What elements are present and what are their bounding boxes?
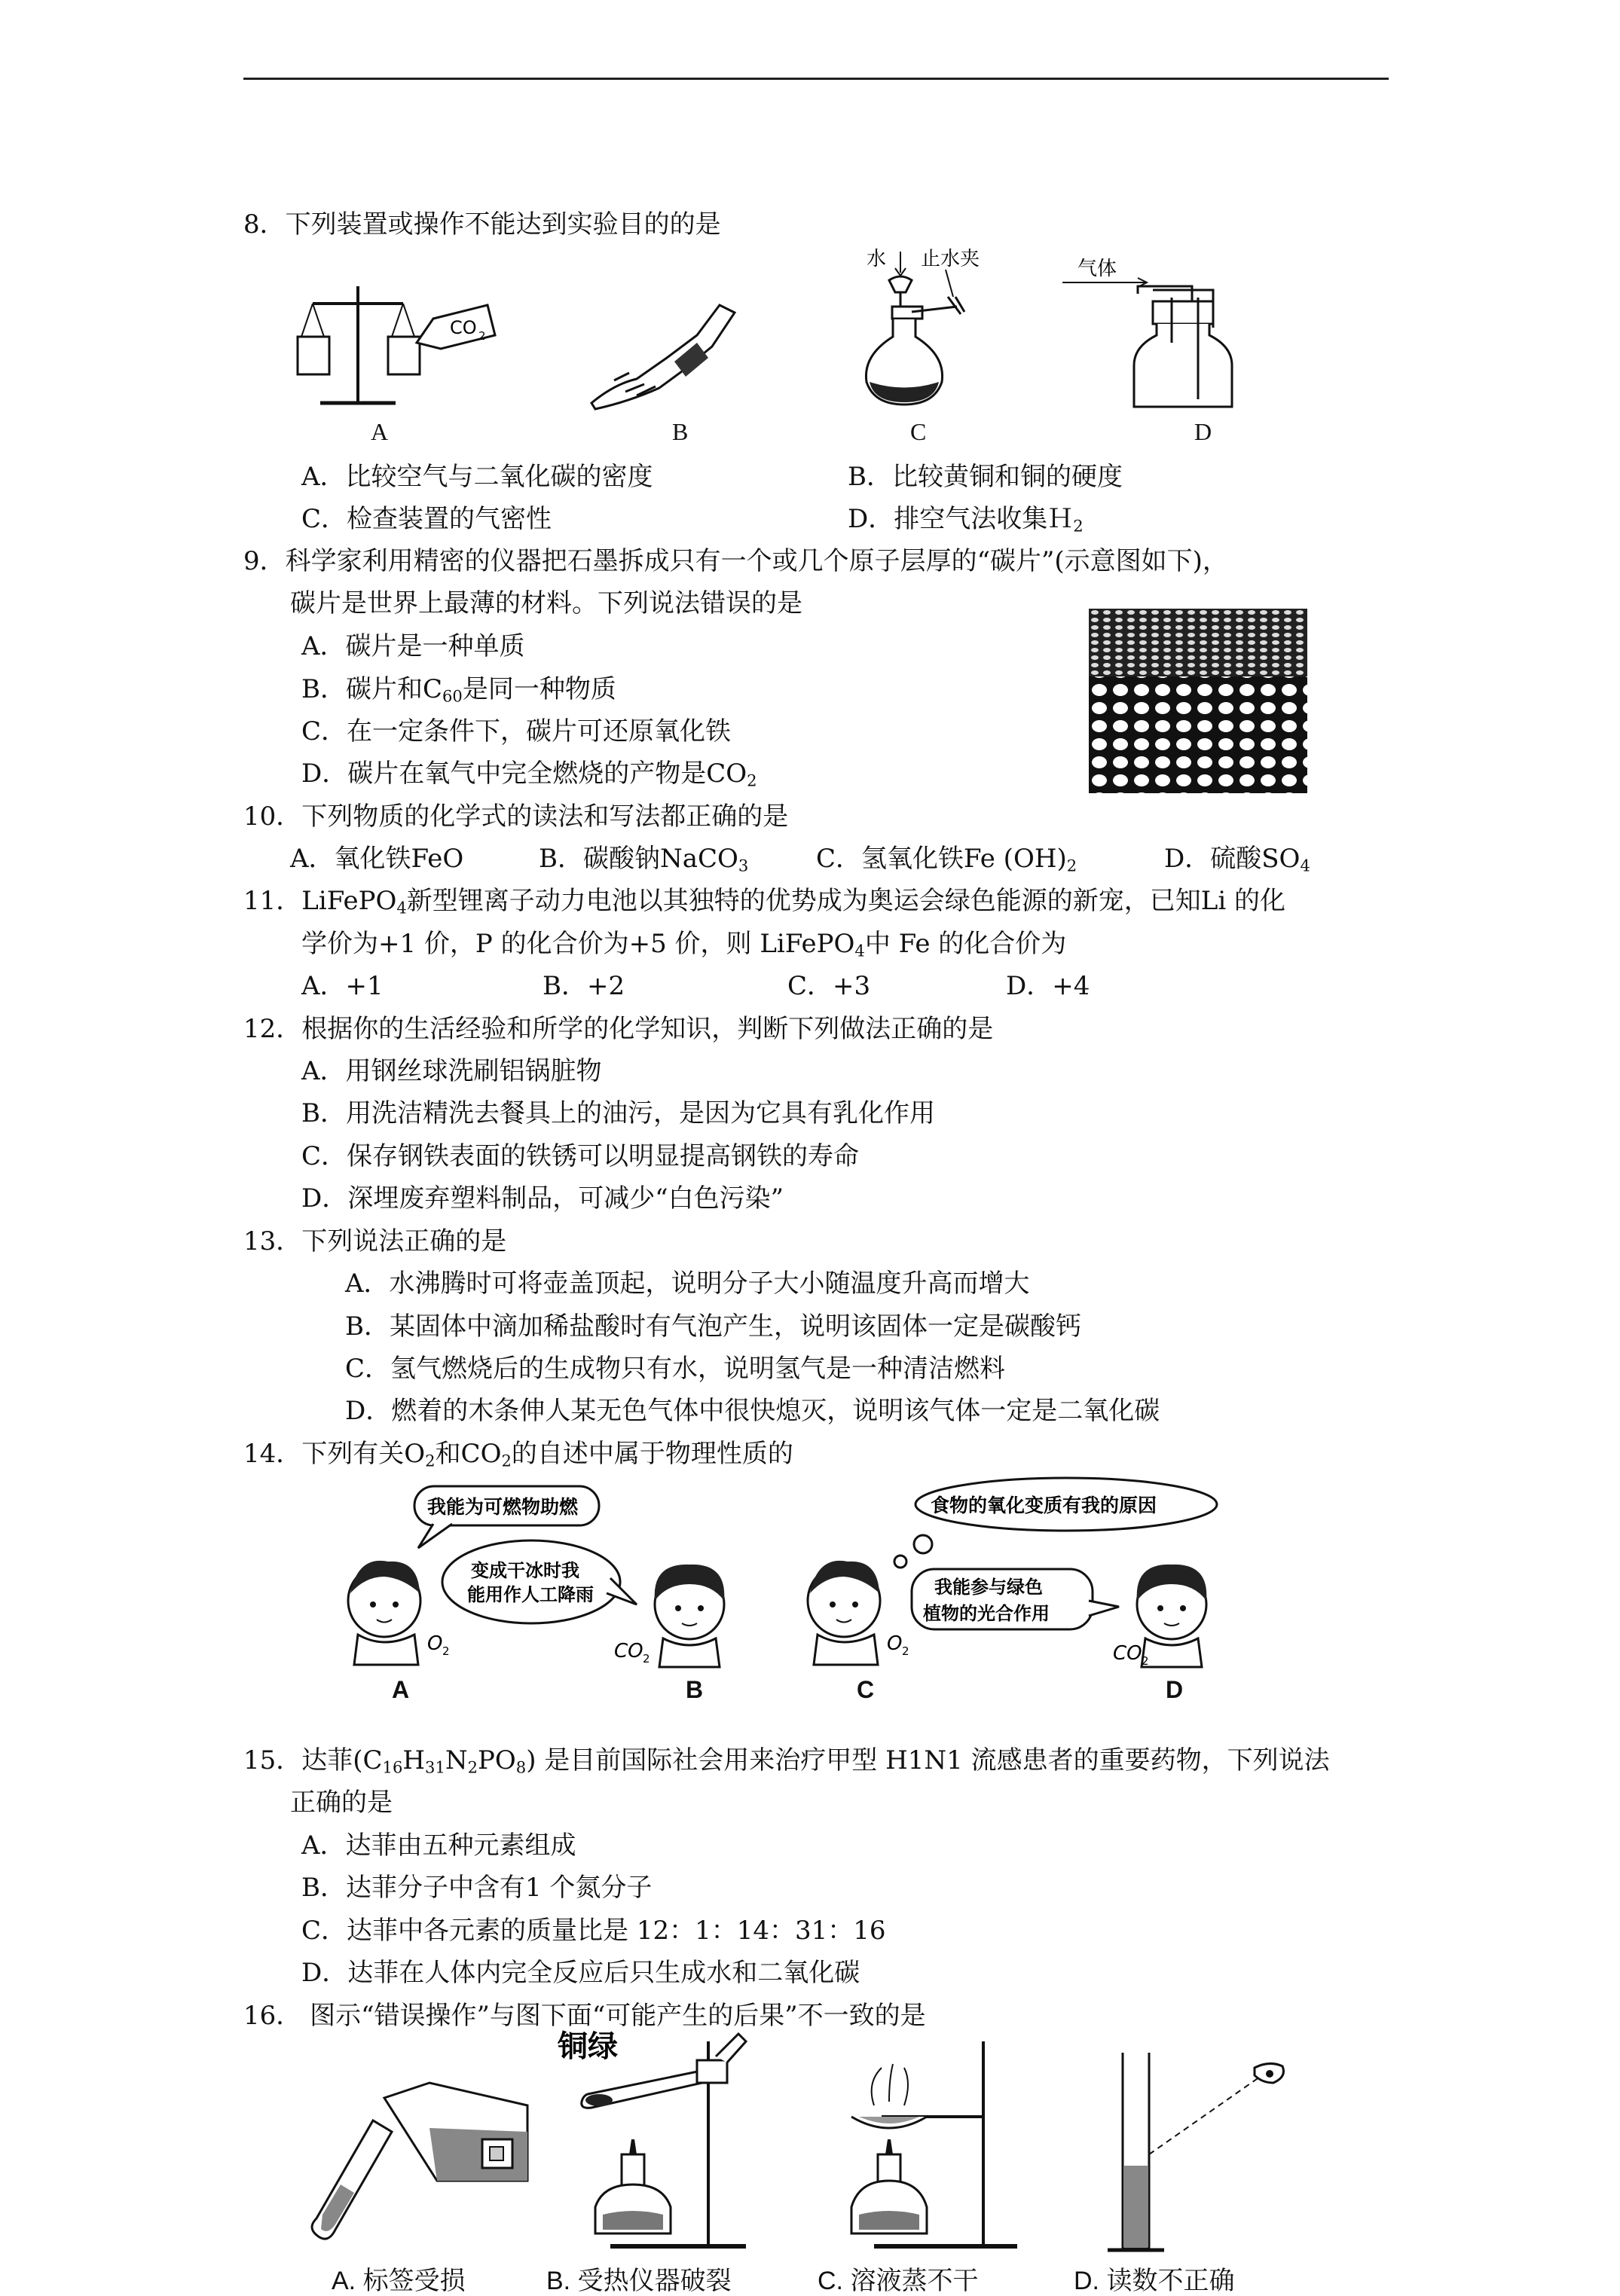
- q15-option-a: A．达菲由五种元素组成: [301, 1830, 576, 1861]
- q9-option-a: A．碳片是一种单质: [301, 631, 525, 661]
- q12-option-d: D．深埋废弃塑料制品，可减少“白色污染”: [301, 1183, 784, 1214]
- q15-option-c: C．达菲中各元素的质量比是 12：1：14：31：16: [301, 1916, 886, 1946]
- bubble-b-line1: 变成干冰时我: [471, 1560, 579, 1581]
- q8-figure-b: [584, 290, 750, 411]
- q16-figure-c: [814, 2026, 1040, 2264]
- q13-option-d: D．燃着的木条伸人某无色气体中很快熄灭，说明该气体一定是二氧化碳: [345, 1396, 1160, 1426]
- co2-sub-left: 2: [643, 1652, 650, 1666]
- tonglv-label: 铜绿: [558, 2029, 618, 2064]
- q13-option-b: B．某固体中滴加稀盐酸时有气泡产生，说明该固体一定是碳酸钙: [345, 1311, 1081, 1342]
- co2-label: CO: [450, 317, 477, 338]
- q8-figure-a: [290, 282, 516, 414]
- o2-sub-left: 2: [442, 1644, 450, 1658]
- q15-option-d: D．达菲在人体内完全反应后只生成水和二氧化碳: [301, 1958, 860, 1988]
- q16-figure-d: [1085, 2045, 1296, 2264]
- q11-option-a: A．+1: [301, 971, 384, 1001]
- q10-option-a: A．氧化铁FeO: [290, 844, 464, 874]
- bubble-b-line2: 能用作人工降雨: [467, 1584, 594, 1605]
- q10-option-d: D．硫酸$SO_4$: [1164, 844, 1310, 875]
- q11-stem-line2: 学价为+1 价，P 的化合价为+5 价，则 LiFePO$_4$中 Fe 的化合价为: [301, 929, 1067, 960]
- q14-cartoon-left: [343, 1480, 765, 1676]
- q15-option-b: B．达菲分子中含有1 个氮分子: [301, 1873, 653, 1903]
- q12-option-b: B．用洗洁精洗去餐具上的油污，是因为它具有乳化作用: [301, 1098, 935, 1128]
- q14-label-a: A: [392, 1676, 410, 1703]
- bubble-d-line2: 植物的光合作用: [923, 1603, 1050, 1624]
- clamp-label: 止水夹: [921, 248, 980, 270]
- q8-figure-c: [859, 243, 1040, 412]
- q8-option-d: D．排空气法收集Ｈ$_2$: [848, 504, 1084, 536]
- co2-subscript: 2: [478, 329, 486, 343]
- q8-option-a: A．比较空气与二氧化碳的密度: [301, 462, 653, 492]
- q14-stem: 14．下列有关$O_2$和$CO_2$的自述中属于物理性质的: [243, 1439, 793, 1470]
- q11-stem-line1: 11．LiFePO$_4$新型锂离子动力电池以其独特的优势成为奥运会绿色能源的新宠，已知Li 的化: [243, 886, 1286, 917]
- co2-sub-right: 2: [1142, 1654, 1149, 1668]
- q8-option-b: B．比较黄铜和铜的硬度: [848, 462, 1123, 492]
- q12-option-c: C．保存钢铁表面的铁锈可以明显提高钢铁的寿命: [301, 1141, 860, 1171]
- q10-stem: 10．下列物质的化学式的读法和写法都正确的是: [243, 801, 789, 832]
- q9-option-b: B．碳片和$C_{60}$是同一种物质: [301, 674, 616, 706]
- q9-stem-line1: 9．科学家利用精密的仪器把石墨拆成只有一个或几个原子层厚的“碳片”(示意图如下)，: [243, 546, 1228, 576]
- q14-label-d: D: [1166, 1676, 1184, 1703]
- q9-stem-line2: 碳片是世界上最薄的材料。下列说法错误的是: [290, 588, 802, 618]
- q16-caption-a: A. 标签受损: [332, 2267, 466, 2295]
- q12-option-a: A．用钢丝球洗刷铝锅脏物: [301, 1056, 602, 1086]
- q11-option-b: B．+2: [543, 971, 625, 1001]
- bubble-c-text: 食物的氧化变质有我的原因: [931, 1495, 1157, 1516]
- q13-stem: 13．下列说法正确的是: [243, 1226, 507, 1256]
- q14-label-b: B: [686, 1676, 704, 1703]
- q15-stem-line1: 15．达菲$(C_{16}H_{31}N_2PO_8)$ 是目前国际社会用来治疗甲型 H1N1 流感患者的重要药物，下列说法: [243, 1745, 1330, 1777]
- q15-stem-line2: 正确的是: [290, 1788, 393, 1818]
- q8-label-b: B: [672, 418, 689, 445]
- q8-stem: 8．下列装置或操作不能达到实验目的的是: [243, 209, 721, 240]
- bubble-a-text: 我能为可燃物助燃: [427, 1496, 579, 1518]
- q8-figure-d: [1062, 252, 1243, 414]
- bubble-d-line1: 我能参与绿色: [934, 1577, 1043, 1598]
- q11-option-c: C．+3: [787, 971, 871, 1001]
- o2-label-left: O: [427, 1632, 443, 1655]
- co2-label-left: CO: [614, 1640, 643, 1662]
- q16-caption-d: D. 读数不正确: [1074, 2267, 1235, 2295]
- q12-stem: 12．根据你的生活经验和所学的化学知识，判断下列做法正确的是: [243, 1014, 994, 1044]
- q14-cartoon-right: [802, 1473, 1224, 1676]
- graphene-image: [1089, 609, 1307, 793]
- gas-label: 气体: [1077, 258, 1117, 280]
- co2-label-right: CO: [1113, 1642, 1142, 1665]
- water-label: 水: [867, 248, 887, 270]
- q8-label-a: A: [371, 418, 389, 445]
- q9-option-c: C．在一定条件下，碳片可还原氧化铁: [301, 716, 732, 747]
- q9-option-d: D．碳片在氧气中完全燃烧的产物是$CO_2$: [301, 759, 757, 790]
- q14-label-c: C: [857, 1676, 875, 1703]
- header-rule: [243, 78, 1389, 80]
- q10-option-b: B．碳酸钠NaCO$_3$: [539, 844, 749, 875]
- q16-stem: 16． 图示“错误操作”与图下面“可能产生的后果”不一致的是: [243, 2001, 926, 2031]
- q11-option-d: D．+4: [1006, 971, 1090, 1001]
- q13-option-c: C．氢气燃烧后的生成物只有水，说明氢气是一种清洁燃料: [345, 1354, 1006, 1384]
- q16-caption-b: B. 受热仪器破裂: [546, 2267, 732, 2295]
- q16-caption-c: C. 溶液蒸不干: [818, 2267, 979, 2295]
- q16-figure-a: [301, 2068, 543, 2256]
- o2-label-right: O: [887, 1632, 903, 1655]
- q16-figure-b: [558, 2026, 784, 2264]
- q8-option-c: C．检查装置的气密性: [301, 504, 552, 534]
- q13-option-a: A．水沸腾时可将壶盖顶起，说明分子大小随温度升高而增大: [345, 1269, 1030, 1299]
- q8-label-d: D: [1194, 418, 1212, 445]
- q8-label-c: C: [910, 418, 927, 445]
- o2-sub-right: 2: [902, 1644, 909, 1658]
- q10-option-c: C．氢氧化铁Fe $(OH)_2$: [816, 844, 1077, 875]
